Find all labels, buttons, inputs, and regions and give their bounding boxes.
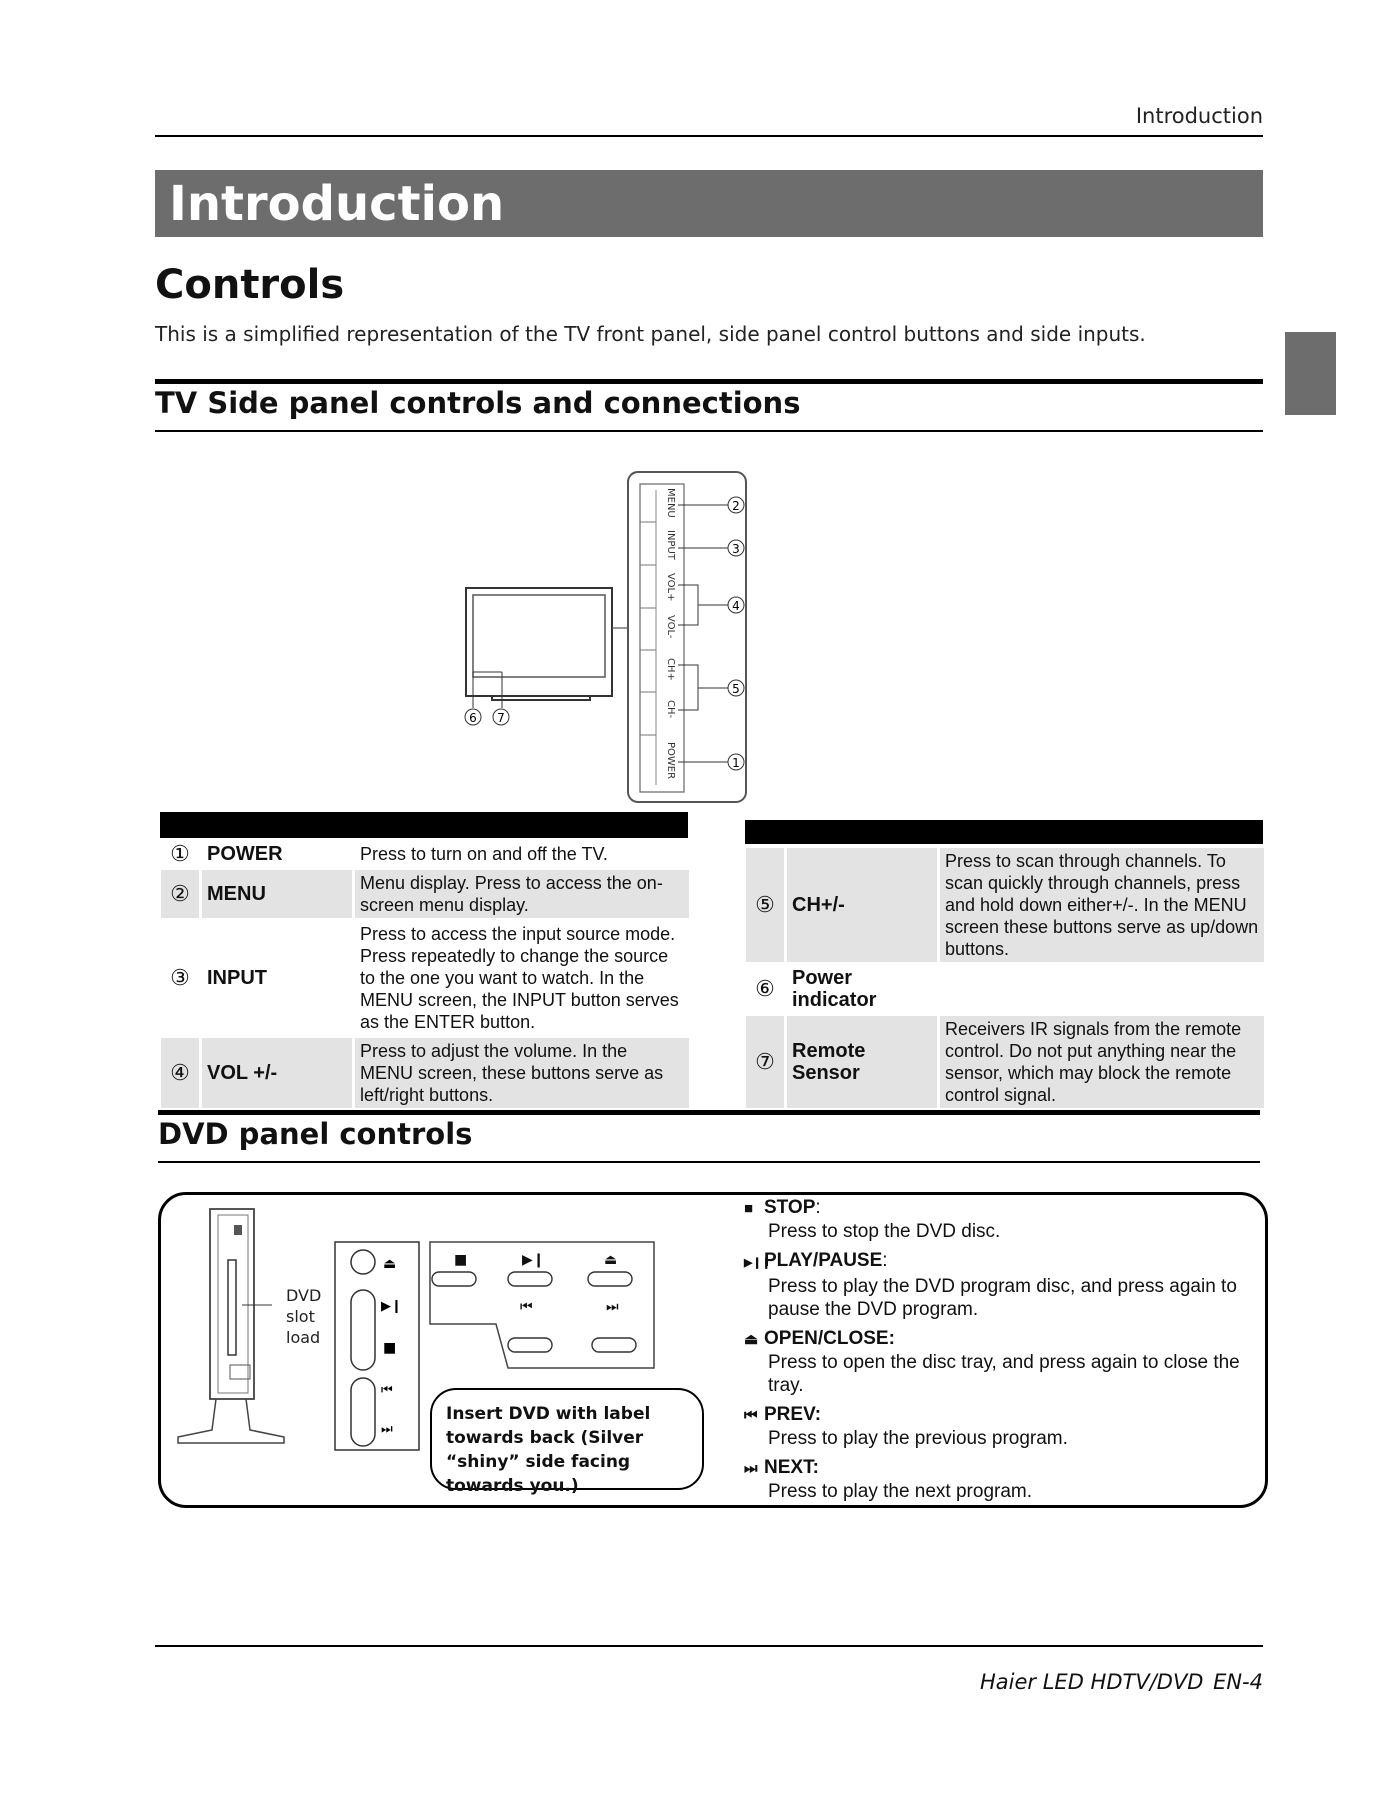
tv-screen [473, 595, 605, 677]
callout-5: 5 [732, 682, 740, 696]
btn-label-menu: MENU [665, 488, 676, 518]
row-description: Receivers IR signals from the remote control. Do not put anything near the sensor, which may block the remote control signal. [940, 1016, 1264, 1108]
subsection-rule-bottom [155, 430, 1263, 432]
prev-icon: ⏮ [744, 1407, 758, 1424]
stop-icon: ■ [383, 1340, 397, 1356]
item-label: PLAY/PAUSE [764, 1250, 883, 1271]
list-item: ■ STOP: Press to stop the DVD disc. [744, 1196, 1254, 1243]
table-row [746, 1016, 1264, 1108]
row-control-name: MENU [202, 870, 352, 918]
item-label: STOP [764, 1197, 816, 1218]
callout-7: 7 [497, 711, 505, 725]
table-row [161, 841, 689, 867]
dvd-insert-note [430, 1388, 704, 1496]
play-pause-icon: ▶❙ [381, 1299, 402, 1314]
row-number: ③ [170, 965, 190, 990]
left-table-header-bar [160, 812, 688, 838]
item-label: OPEN/CLOSE: [764, 1328, 895, 1349]
side-panel-inner [640, 484, 684, 792]
row-control-name: INPUT [207, 967, 267, 989]
prev-icon: ⏮ [520, 1299, 533, 1315]
left-controls-table [158, 838, 692, 1111]
row-number: ⑥ [755, 976, 775, 1001]
list-item: ▶❙❙PLAY/PAUSE: Press to play the DVD program disc, and press again to pause the DVD program. [744, 1249, 1254, 1321]
table-row [161, 921, 689, 1035]
row-control-name: Power indicator [792, 967, 877, 1011]
table-row [746, 965, 1264, 1013]
row-number: ④ [161, 1038, 199, 1108]
next-icon: ⏭ [381, 1422, 393, 1437]
subsection-rule-top [155, 379, 1263, 384]
btn-label-power: POWER [665, 742, 676, 780]
row-description: Menu display. Press to access the on-screen menu display. [355, 870, 689, 918]
row-description: Press to scan through channels. To scan quickly through channels, press and hold down either+/-. In the MENU screen these buttons serve as up/down buttons. [940, 848, 1264, 962]
list-item [744, 1403, 1254, 1450]
row-description: Press to access the input source mode. Press repeatedly to change the source to the one you want to watch. In the MENU screen, the INPUT button serves as the ENTER button. [360, 924, 679, 1032]
callout-3: 3 [732, 542, 740, 556]
next-icon: ⏭ [606, 1299, 619, 1315]
right-table-header-bar [745, 820, 1263, 844]
dvd-slot [228, 1260, 236, 1355]
btn-label-input: INPUT [665, 530, 676, 560]
table-row [161, 1038, 689, 1108]
row-control-name: Remote Sensor [787, 1016, 937, 1108]
eject-icon: ⏏ [744, 1331, 759, 1348]
item-label: NEXT: [764, 1457, 819, 1478]
row-control-name: CH+/- [787, 848, 937, 962]
row-number: ② [161, 870, 199, 918]
footer-rule [155, 1645, 1263, 1647]
row-control-name: VOL +/- [202, 1038, 352, 1108]
play-pause-icon: ▶❙❙ [744, 1257, 771, 1269]
stop-icon: ■ [454, 1252, 468, 1268]
dvd-rule-bottom [158, 1161, 1260, 1163]
row-number: ① [170, 841, 190, 866]
header-rule [155, 135, 1263, 137]
callout-1: 1 [732, 756, 740, 770]
item-text: Press to stop the DVD disc. [768, 1221, 1001, 1242]
row-control-name: POWER [207, 843, 283, 865]
row-description: Press to adjust the volume. In the MENU screen, these buttons serve as left/right buttons. [355, 1038, 689, 1108]
dvd-controls-list [744, 1196, 1254, 1509]
dvd-button-closeup [428, 1240, 660, 1372]
stop-icon: ■ [744, 1200, 754, 1217]
btn-label-chdown: CH- [665, 700, 676, 719]
tv-body [466, 588, 612, 696]
section-intro: This is a simplified representation of the TV front panel, side panel control buttons and side inputs. [155, 322, 1146, 346]
footer-product: Haier LED HDTV/DVD [980, 1670, 1204, 1694]
callout-4: 4 [732, 599, 740, 613]
callout-6: 6 [469, 711, 477, 725]
chapter-banner [155, 170, 1263, 237]
row-number: ⑤ [746, 848, 784, 962]
item-text: Press to play the DVD program disc, and press again to pause the DVD program. [768, 1276, 1237, 1320]
dvd-rule-top [158, 1110, 1260, 1115]
tv-side-profile [210, 1209, 254, 1399]
section-title: Controls [155, 262, 345, 308]
dvd-slot-label: DVD slot load [286, 1286, 322, 1347]
play-pause-icon: ▶❙ [522, 1252, 545, 1268]
dvd-insert-note-text: Insert DVD with label towards back (Silver “shiny” side facing towards you.) [446, 1404, 651, 1496]
btn-label-volup: VOL+ [665, 573, 676, 602]
dvd-title: DVD panel controls [158, 1117, 473, 1151]
list-item [744, 1327, 1254, 1397]
callout-2: 2 [732, 499, 740, 513]
chapter-side-tab [1285, 332, 1336, 415]
item-text: Press to open the disc tray, and press again to close the tray. [768, 1352, 1240, 1396]
tv-side-title: TV Side panel controls and connections [155, 386, 801, 420]
dvd-button-strip [333, 1240, 421, 1452]
item-label: PREV: [764, 1404, 822, 1425]
row-number: ⑦ [746, 1016, 784, 1108]
item-text: Press to play the next program. [768, 1481, 1033, 1502]
eject-icon: ⏏ [604, 1252, 618, 1268]
prev-icon: ⏮ [381, 1383, 393, 1398]
table-row [746, 848, 1264, 962]
footer-page-number: EN-4 [1213, 1670, 1263, 1694]
btn-label-chup: CH+ [665, 658, 676, 681]
btn-label-voldown: VOL- [665, 615, 676, 639]
table-row [161, 870, 689, 918]
next-icon: ⏭ [744, 1460, 758, 1477]
tv-side-diagram [440, 460, 780, 810]
row-description [940, 965, 1264, 1013]
running-header: Introduction [1135, 104, 1263, 128]
eject-icon: ⏏ [383, 1256, 397, 1272]
row-description: Press to turn on and off the TV. [360, 844, 608, 864]
list-item [744, 1456, 1254, 1503]
chapter-title: Introduction [169, 176, 505, 232]
item-text: Press to play the previous program. [768, 1428, 1068, 1449]
right-controls-table [743, 845, 1267, 1111]
